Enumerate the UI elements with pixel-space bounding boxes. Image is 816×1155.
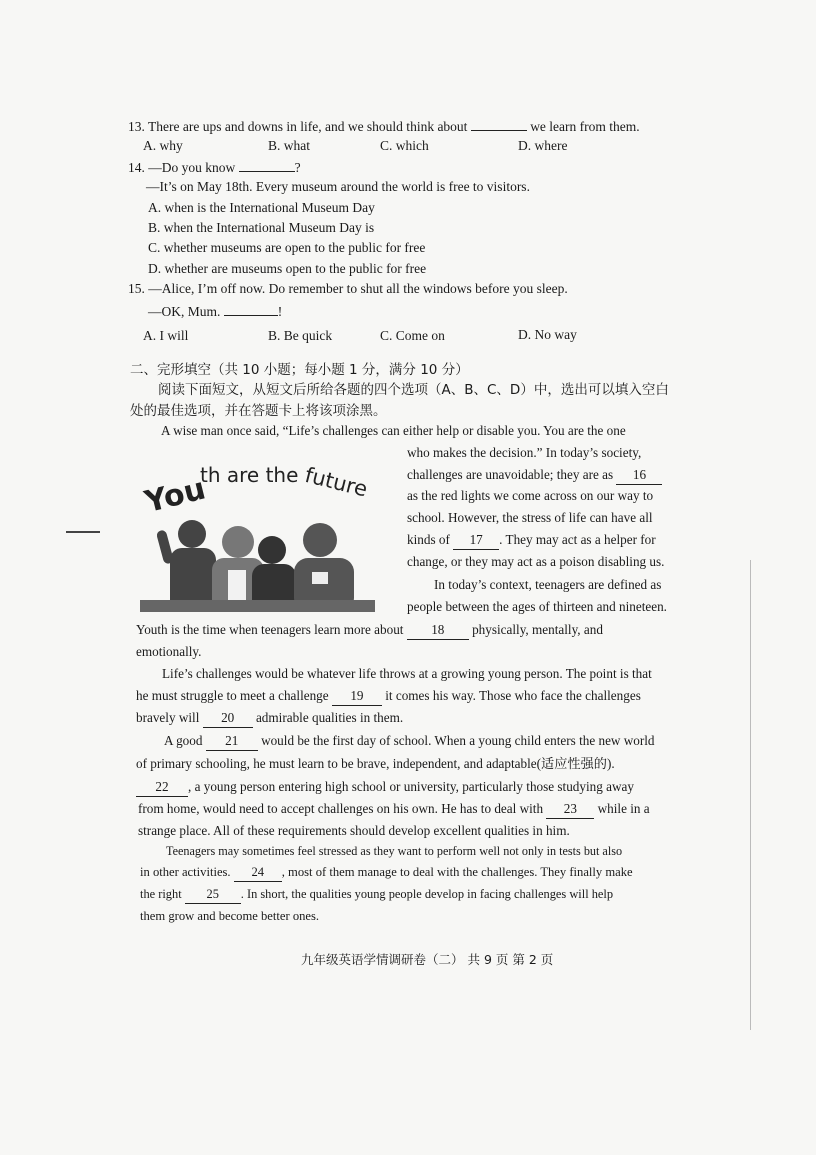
q13-blank [471, 116, 527, 131]
passage-p5-l3: the right 25 . In short, the qualities young people develop in facing challenges will help [140, 885, 613, 904]
q14-option-c: C. whether museums are open to the public for free [148, 240, 426, 255]
blank-24: 24 [234, 863, 282, 882]
q13-option-a: A. why [143, 138, 183, 153]
q13-option-c: C. which [380, 138, 429, 153]
passage-p2-r1: In today’s context, teenagers are defined as [434, 577, 662, 592]
passage-p3-l2: he must struggle to meet a challenge 19 it comes his way. Those who face the challenges [136, 687, 641, 706]
section-instruction-2: 处的最佳选项，并在答题卡上将该项涂黑。 [130, 403, 387, 419]
passage-p4-l1: A good 21 would be the first day of school. When a young child enters the new world [164, 732, 655, 751]
blank-23: 23 [546, 800, 594, 819]
blank-19: 19 [332, 687, 382, 706]
passage-p4-l3: 22 , a young person entering high school or university, particularly those studying away [136, 778, 634, 797]
q13-option-d: D. where [518, 138, 568, 153]
svg-text:future: future [302, 462, 370, 502]
section-instruction-1: 阅读下面短文，从短文后所给各题的四个选项（A、B、C、D）中，选出可以填入空白 [158, 382, 669, 398]
blank-16: 16 [616, 466, 662, 485]
q15-blank [224, 301, 278, 316]
q15-stem: 15. —Alice, I’m off now. Do remember to shut all the windows before you sleep. [128, 281, 568, 296]
passage-p1-line1: A wise man once said, “Life’s challenges can either help or disable you. You are the one [161, 423, 626, 438]
passage-p1-r2: challenges are unavoidable; they are as 16 [407, 466, 662, 485]
q15-reply: —OK, Mum. ! [148, 301, 282, 321]
q13-option-b: B. what [268, 138, 310, 153]
passage-p2-l4: emotionally. [136, 644, 202, 659]
q14-blank [239, 157, 295, 172]
passage-p1-r4: school. However, the stress of life can have all [407, 510, 653, 525]
passage-p4-l4: from home, would need to accept challenges on his own. He has to deal with 23 while in a [138, 800, 650, 819]
passage-p4-l2: of primary schooling, he must learn to be brave, independent, and adaptable(适应性强的). [136, 756, 615, 771]
q14-answer-line: —It’s on May 18th. Every museum around the world is free to visitors. [146, 179, 530, 194]
passage-p5-l1: Teenagers may sometimes feel stressed as they want to perform well not only in tests but also [166, 844, 623, 858]
svg-text:You: You [141, 471, 210, 521]
q14-option-d: D. whether are museums open to the public for free [148, 261, 427, 276]
q14-option-b: B. when the International Museum Day is [148, 220, 375, 235]
scan-edge-line [750, 560, 751, 1030]
passage-p3-l1: Life’s challenges would be whatever life throws at a growing young person. The point is that [162, 666, 652, 681]
passage-p4-l5: strange place. All of these requirements should develop excellent qualities in him. [138, 823, 570, 838]
q15-option-c: C. Come on [380, 328, 445, 343]
blank-20: 20 [203, 709, 253, 728]
blank-17: 17 [453, 531, 499, 550]
passage-p1-r1: who makes the decision.” In today’s society, [407, 445, 642, 460]
q15-option-d: D. No way [518, 327, 577, 342]
page-footer: 九年级英语学情调研卷（二） 共 9 页 第 2 页 [301, 952, 554, 967]
passage-p5-l4: them grow and become better ones. [140, 909, 320, 923]
passage-p3-l3: bravely will 20 admirable qualities in them. [136, 709, 403, 728]
blank-21: 21 [206, 732, 258, 751]
passage-p1-r5: kinds of 17 . They may act as a helper for [407, 531, 656, 550]
youth-illustration [140, 452, 375, 612]
blank-22: 22 [136, 778, 188, 797]
passage-p2-l3: Youth is the time when teenagers learn more about 18 physically, mentally, and [136, 621, 603, 640]
passage-p2-r2: people between the ages of thirteen and nineteen. [407, 599, 667, 614]
blank-25: 25 [185, 885, 241, 904]
q15-option-b: B. Be quick [268, 328, 333, 343]
passage-p5-l2: in other activities. 24 , most of them manage to deal with the challenges. They finally make [140, 863, 633, 882]
scan-edge-line [66, 531, 100, 533]
q14-stem: 14. —Do you know ? [128, 157, 301, 177]
youth-image-icon [140, 452, 375, 612]
svg-text:th are the: th are the [200, 463, 299, 487]
q13-stem: 13. There are ups and downs in life, and we should think about we learn from them. [128, 116, 640, 136]
passage-p1-r3: as the red lights we come across on our way to [407, 488, 654, 503]
blank-18: 18 [407, 621, 469, 640]
section-heading: 二、完形填空（共 10 小题；每小题 1 分，满分 10 分） [130, 362, 469, 378]
q14-option-a: A. when is the International Museum Day [148, 200, 375, 215]
passage-p1-r6: change, or they may act as a poison disabling us. [407, 554, 665, 569]
q15-option-a: A. I will [143, 328, 189, 343]
